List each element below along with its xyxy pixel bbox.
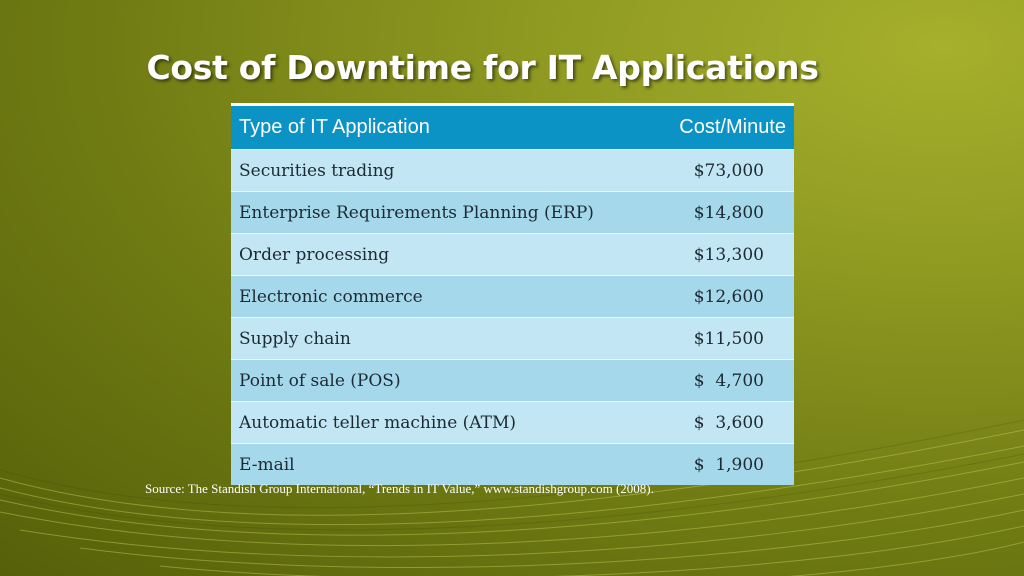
header-cost-per-minute: Cost/Minute <box>651 106 794 150</box>
slide-title: Cost of Downtime for IT Applications <box>146 48 819 87</box>
cost-cell: $13,300 <box>651 234 794 276</box>
table-row <box>231 192 794 234</box>
application-cell: Order processing <box>231 234 651 276</box>
table-row <box>231 318 794 360</box>
cost-cell: $73,000 <box>651 150 794 192</box>
application-cell: Securities trading <box>231 150 651 192</box>
cost-cell: $11,500 <box>651 318 794 360</box>
cost-cell: $ 4,700 <box>651 360 794 402</box>
cost-cell: $12,600 <box>651 276 794 318</box>
header-application: Type of IT Application <box>231 106 651 150</box>
table-row <box>231 360 794 402</box>
downtime-cost-table <box>231 103 794 485</box>
application-cell: Electronic commerce <box>231 276 651 318</box>
cost-cell: $14,800 <box>651 192 794 234</box>
table-row <box>231 150 794 192</box>
cost-cell: $ 1,900 <box>651 444 794 486</box>
application-cell: Point of sale (POS) <box>231 360 651 402</box>
table-header-row <box>231 106 794 150</box>
application-cell: Supply chain <box>231 318 651 360</box>
table-row <box>231 234 794 276</box>
application-cell: E-mail <box>231 444 651 486</box>
cost-cell: $ 3,600 <box>651 402 794 444</box>
source-citation: Source: The Standish Group International, “Trends in IT Value,” www.standishgroup.com (2008). <box>145 481 654 496</box>
table-row <box>231 276 794 318</box>
application-cell: Automatic teller machine (ATM) <box>231 402 651 444</box>
table-row <box>231 444 794 486</box>
table-row <box>231 402 794 444</box>
application-cell: Enterprise Requirements Planning (ERP) <box>231 192 651 234</box>
